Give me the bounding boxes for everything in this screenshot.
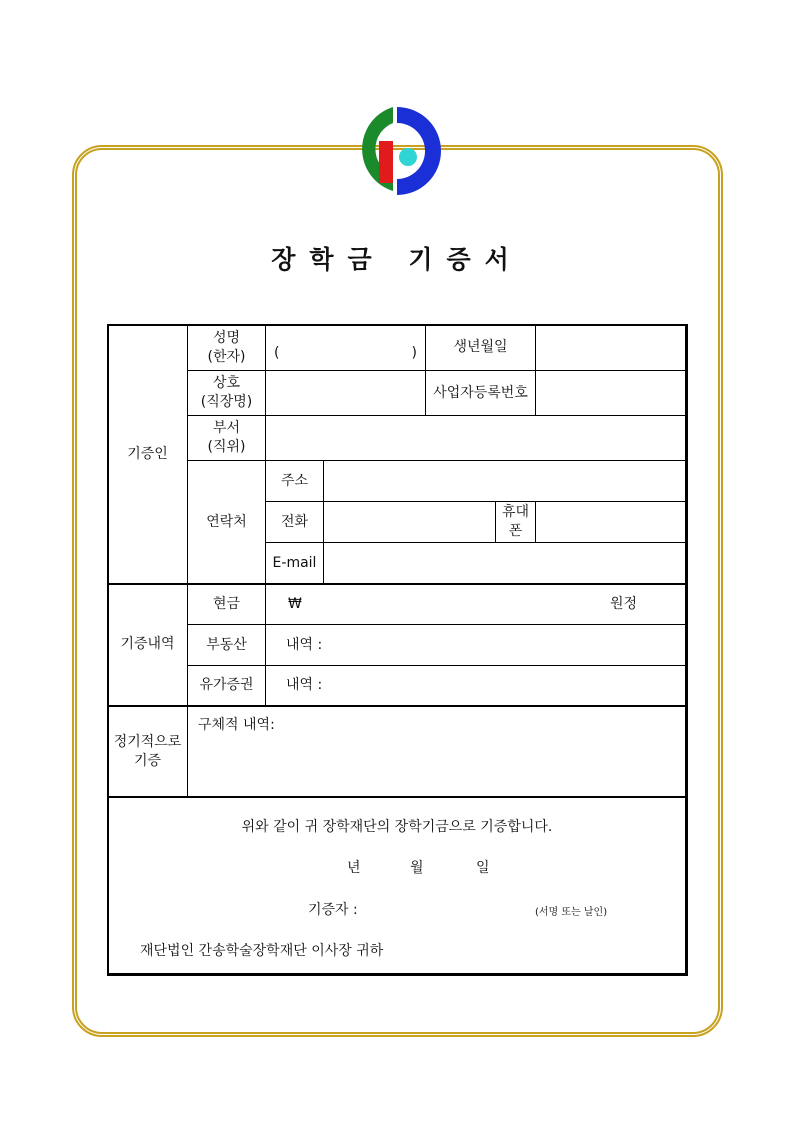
date-day-label: 일 [476,860,490,876]
recipient-line: 재단법인 간송학술장학재단 이사장 귀하 [140,943,384,959]
seal-note: (서명 또는 날인) [535,907,608,918]
donation-form-table [107,324,688,976]
name-label: 성명 (한자) [188,325,266,371]
declaration-statement: 위와 같이 귀 장학재단의 장학기금으로 기증합니다. [241,819,553,835]
email-field[interactable] [324,543,688,584]
cash-label: 현금 [188,584,266,625]
document-title: 장학금 기증서 [271,245,523,274]
securities-label: 유가증권 [188,666,266,706]
phone-label: 전화 [266,502,324,543]
email-label: E-mail [266,543,324,584]
birth-label: 생년월일 [426,325,536,371]
name-field[interactable]: ( ) [266,325,426,371]
section-divider [107,705,687,707]
biz-reg-label: 사업자등록번호 [426,371,536,416]
company-label: 상호 (직장명) [188,371,266,416]
date-month-label: 월 [410,860,424,876]
section-divider [107,583,687,585]
mobile-label: 휴대폰 [496,502,536,543]
real-estate-label: 부동산 [188,625,266,666]
company-field[interactable] [266,371,426,416]
dept-field[interactable] [266,416,688,461]
address-field[interactable] [324,461,688,502]
date-year-label: 년 [347,860,361,876]
phone-field[interactable] [324,502,496,543]
securities-field[interactable]: 내역 : [266,666,688,706]
birth-field[interactable] [536,325,688,371]
donation-section-label: 기증내역 [108,584,188,706]
regular-section-label: 정기적으로 기증 [108,706,188,798]
cash-amount-field[interactable]: ₩ 원정 [266,584,688,625]
foundation-logo-icon [345,103,445,199]
biz-reg-field[interactable] [536,371,688,416]
donor-signature-label: 기증자 : [308,902,358,918]
regular-detail-field[interactable]: 구체적 내역: [188,706,688,798]
contact-label: 연락처 [188,461,266,584]
dept-label: 부서 (직위) [188,416,266,461]
real-estate-field[interactable]: 내역 : [266,625,688,666]
section-divider [107,796,687,798]
mobile-field[interactable] [536,502,688,543]
donor-section-label: 기증인 [108,325,188,584]
address-label: 주소 [266,461,324,502]
